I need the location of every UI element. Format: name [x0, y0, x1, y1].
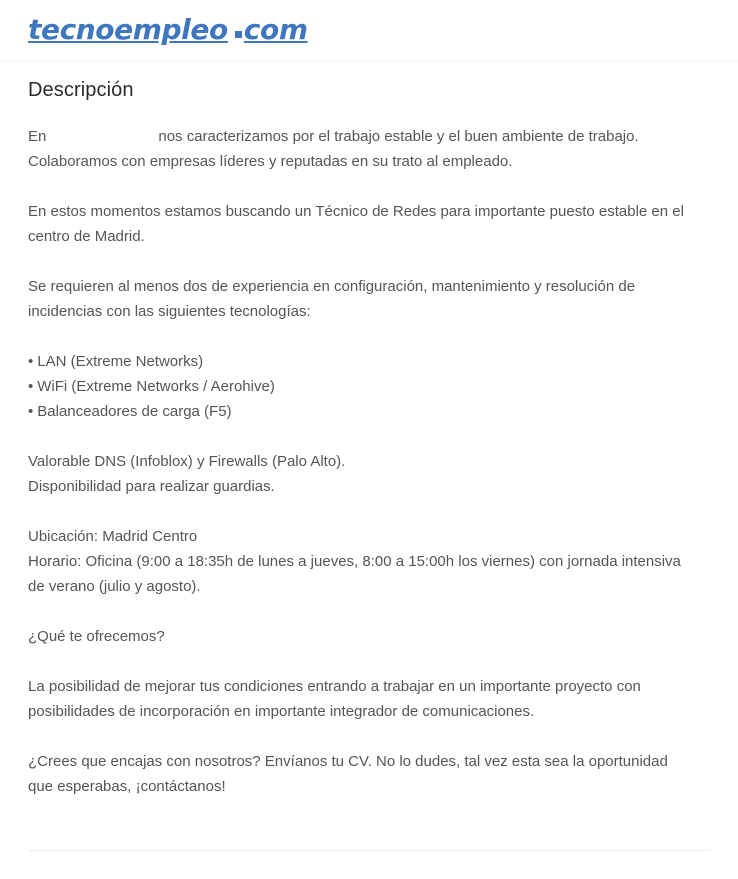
- paragraph-valorable: [28, 449, 694, 499]
- main-content: [0, 62, 738, 799]
- list-item-label: LAN (Extreme Networks): [37, 353, 204, 370]
- paragraph-offer-question: ¿Qué te ofrecemos?: [28, 628, 165, 645]
- bullet-icon: •: [28, 403, 34, 420]
- logo-name-text: tecnoempleo: [28, 13, 228, 46]
- bullet-icon: •: [28, 378, 34, 395]
- paragraph-conditions: [28, 524, 694, 599]
- description-body: [28, 124, 694, 799]
- schedule-line: Horario: Oficina (9:00 a 18:35h de lunes a jueves, 8:00 a 15:00h los viernes) con jornada intensiva de verano (julio y agosto).: [28, 553, 681, 595]
- list-item-label: Balanceadores de carga (F5): [37, 403, 232, 420]
- paragraph-requirements-intro: Se requieren al menos dos de experiencia en configuración, mantenimiento y resolución de incidencias con las siguientes tecnologías:: [28, 278, 636, 320]
- footer-divider: [28, 850, 710, 851]
- location-line: Ubicación: Madrid Centro: [28, 528, 198, 545]
- valorable-line-2: Disponibilidad para realizar guardias.: [28, 478, 275, 495]
- site-header: [0, 0, 738, 60]
- paragraph-vacancy: En estos momentos estamos buscando un Técnico de Redes para importante puesto estable en el centro de Madrid.: [28, 203, 684, 245]
- list-item: [28, 374, 694, 399]
- intro-remainder-text: nos caracterizamos por el trabajo estable y el buen ambiente de trabajo. Colaboramos con empresas líderes y reputadas en su trato al empleado.: [28, 128, 639, 170]
- page-title: Descripción: [28, 79, 134, 101]
- technology-list: [28, 349, 694, 424]
- intro-prefix-text: En: [28, 128, 47, 145]
- list-item-label: WiFi (Extreme Networks / Aerohive): [37, 378, 275, 395]
- paragraph-intro: [28, 124, 694, 174]
- redacted-company-name: [46, 127, 158, 141]
- logo-tld-text: com: [243, 13, 308, 46]
- paragraph-closing: ¿Crees que encajas con nosotros? Envíanos tu CV. No lo dudes, tal vez esta sea la oportunidad que esperabas, ¡contáctanos!: [28, 753, 668, 795]
- site-logo[interactable]: [28, 13, 308, 46]
- list-item: [28, 349, 694, 374]
- paragraph-offer-text: La posibilidad de mejorar tus condiciones entrando a trabajar en un importante proyecto con posibilidades de incorporación en importante integrador de comunicaciones.: [28, 678, 641, 720]
- logo-square-dot-icon: [235, 31, 242, 38]
- bullet-icon: •: [28, 353, 34, 370]
- list-item: [28, 399, 694, 424]
- valorable-line-1: Valorable DNS (Infoblox) y Firewalls (Palo Alto).: [28, 453, 346, 470]
